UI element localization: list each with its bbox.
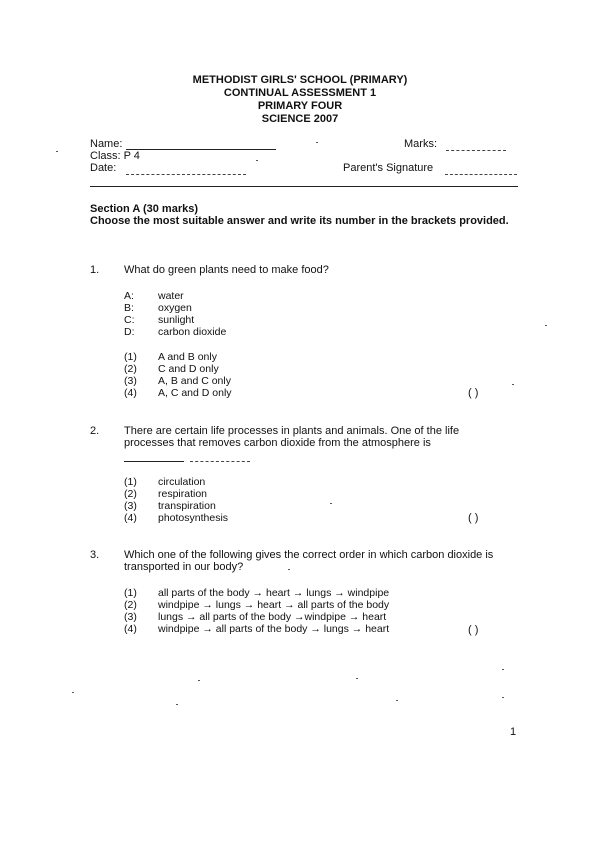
scan-speck bbox=[502, 697, 504, 698]
marks-label: Marks: bbox=[404, 138, 437, 150]
option-number: (4) bbox=[124, 387, 137, 399]
item-text: sunlight bbox=[158, 314, 195, 326]
answer-blank-line[interactable] bbox=[124, 461, 184, 462]
name-line[interactable] bbox=[126, 149, 276, 150]
item-label: D: bbox=[124, 326, 135, 338]
question-1-text: What do green plants need to make food? bbox=[124, 264, 329, 276]
question-2-number: 2. bbox=[90, 425, 100, 437]
item-label: B: bbox=[124, 302, 134, 314]
option-text: windpipe → all parts of the body → lungs → heart bbox=[158, 623, 390, 635]
scan-speck bbox=[512, 384, 514, 385]
option-text: respiration bbox=[158, 488, 208, 500]
item-label: A: bbox=[124, 290, 134, 302]
date-label: Date: bbox=[90, 162, 117, 174]
scan-speck bbox=[56, 151, 58, 152]
option-text: A, C and D only bbox=[158, 387, 232, 399]
question-3-number: 3. bbox=[90, 549, 100, 561]
header-divider bbox=[90, 186, 518, 187]
assessment-title: CONTINUAL ASSESSMENT 1 bbox=[223, 87, 377, 99]
item-label: C: bbox=[124, 314, 135, 326]
option-text: all parts of the body → heart → lungs → windpipe bbox=[158, 587, 390, 599]
scan-speck bbox=[176, 704, 178, 705]
option-number: (1) bbox=[124, 587, 137, 599]
option-text: windpipe → lungs → heart → all parts of the body bbox=[158, 599, 390, 611]
option-text: lungs → all parts of the body →windpipe → heart bbox=[158, 611, 387, 623]
question-3-text-line2: transported in our body? bbox=[124, 561, 244, 573]
option-number: (4) bbox=[124, 512, 137, 524]
scan-speck bbox=[256, 160, 258, 161]
answer-bracket[interactable]: ( ) bbox=[468, 387, 479, 399]
signature-line[interactable] bbox=[445, 174, 517, 175]
option-text: A, B and C only bbox=[158, 375, 231, 387]
answer-blank-line-dashed[interactable] bbox=[190, 461, 250, 462]
scan-speck bbox=[316, 142, 318, 143]
option-number: (3) bbox=[124, 375, 137, 387]
scan-speck bbox=[502, 669, 504, 670]
option-number: (2) bbox=[124, 488, 137, 500]
question-1-number: 1. bbox=[90, 264, 100, 276]
option-text: A and B only bbox=[158, 351, 217, 363]
option-number: (4) bbox=[124, 623, 137, 635]
section-title: Section A (30 marks) bbox=[90, 203, 199, 215]
signature-label: Parent's Signature bbox=[343, 162, 434, 174]
question-2-text-line1: There are certain life processes in plants and animals. One of the life bbox=[124, 425, 460, 437]
option-text: photosynthesis bbox=[158, 512, 229, 524]
option-number: (2) bbox=[124, 363, 137, 375]
question-2-text-line2: processes that removes carbon dioxide from the atmosphere is bbox=[124, 437, 431, 449]
item-text: water bbox=[158, 290, 184, 302]
school-name: METHODIST GIRLS' SCHOOL (PRIMARY) bbox=[192, 74, 408, 86]
name-label: Name: bbox=[90, 138, 123, 150]
item-text: carbon dioxide bbox=[158, 326, 227, 338]
scan-speck bbox=[545, 325, 547, 326]
class-label: Class: P 4 bbox=[90, 150, 140, 162]
section-instruction: Choose the most suitable answer and write its number in the brackets provided. bbox=[90, 215, 509, 227]
option-number: (1) bbox=[124, 351, 137, 363]
date-line[interactable] bbox=[126, 174, 246, 175]
option-number: (3) bbox=[124, 500, 137, 512]
option-text: transpiration bbox=[158, 500, 216, 512]
answer-bracket[interactable]: ( ) bbox=[468, 512, 479, 524]
option-number: (1) bbox=[124, 476, 137, 488]
scan-speck bbox=[356, 678, 358, 679]
scan-speck bbox=[330, 503, 332, 504]
marks-line[interactable] bbox=[446, 150, 506, 151]
level-title: PRIMARY FOUR bbox=[257, 100, 343, 112]
question-3-text-line1: Which one of the following gives the correct order in which carbon dioxide is bbox=[124, 549, 494, 561]
scan-speck bbox=[198, 680, 200, 681]
item-text: oxygen bbox=[158, 302, 192, 314]
option-number: (3) bbox=[124, 611, 137, 623]
option-text: circulation bbox=[158, 476, 206, 488]
scan-speck bbox=[396, 700, 398, 701]
subject-title: SCIENCE 2007 bbox=[261, 113, 339, 125]
scan-speck bbox=[72, 692, 74, 693]
option-number: (2) bbox=[124, 599, 137, 611]
answer-bracket[interactable]: ( ) bbox=[468, 624, 479, 636]
page-number: 1 bbox=[510, 726, 517, 738]
scan-speck bbox=[288, 569, 290, 570]
option-text: C and D only bbox=[158, 363, 219, 375]
